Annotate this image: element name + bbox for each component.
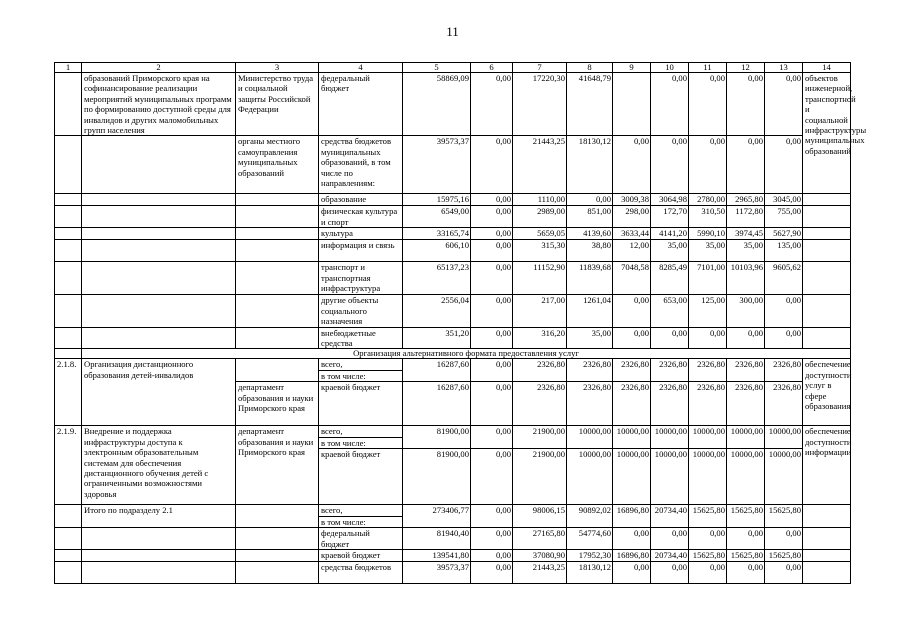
col-header: 2: [82, 63, 236, 73]
result-cell: обеспечение доступности услуг в сфере образования: [803, 359, 851, 426]
row-number-cell: [55, 194, 82, 206]
value-cell: 0,00: [765, 528, 803, 550]
funding-source-cell: внебюджетные средства: [319, 327, 403, 349]
executor-cell: Министерство труда и социальной защиты Российской Федерации: [236, 73, 319, 136]
value-cell: 851,00: [567, 206, 613, 228]
value-cell: 10000,00: [689, 426, 727, 449]
executor-cell: [236, 359, 319, 382]
funding-source-cell: образование: [319, 194, 403, 206]
executor-cell: [236, 194, 319, 206]
row-number-cell: [55, 349, 82, 359]
value-cell: 15625,80: [689, 505, 727, 528]
table-row: [55, 228, 851, 240]
col-header: 5: [403, 63, 471, 73]
value-cell: 2326,80: [613, 382, 651, 426]
value-cell: 0,00: [727, 528, 765, 550]
value-cell: 15625,80: [727, 550, 765, 562]
value-cell: 21443,25: [513, 562, 567, 584]
result-cell: [803, 295, 851, 327]
row-number-cell: [55, 295, 82, 327]
value-cell: 0,00: [471, 528, 513, 550]
value-cell: 10000,00: [765, 426, 803, 449]
value-cell: 0,00: [651, 73, 689, 136]
value-cell: 2326,80: [727, 359, 765, 382]
value-cell: 351,20: [403, 327, 471, 349]
row-number-cell: [55, 562, 82, 584]
executor-cell: [236, 550, 319, 562]
executor-cell: [236, 206, 319, 228]
value-cell: 172,70: [651, 206, 689, 228]
value-cell: 12,00: [613, 240, 651, 262]
total-label: [82, 562, 236, 584]
col-header: 3: [236, 63, 319, 73]
row-number-cell: [55, 505, 82, 528]
funding-source-cell: культура: [319, 228, 403, 240]
total-label: [82, 550, 236, 562]
value-cell: 15625,80: [765, 550, 803, 562]
executor-cell: [236, 327, 319, 349]
value-cell: 21900,00: [513, 449, 567, 505]
value-cell: 21443,25: [513, 136, 567, 194]
value-cell: 1261,04: [567, 295, 613, 327]
total-label: [82, 528, 236, 550]
value-cell: 2326,80: [513, 359, 567, 382]
value-cell: 0,00: [471, 382, 513, 426]
col-header: 1: [55, 63, 82, 73]
measure-name-cell: Внедрение и поддержка инфраструктуры доступа к электронным образовательным системам для обеспечения дистанционного обучения детей с ограниченными возможностями здоровья: [82, 426, 236, 505]
value-cell: 2326,80: [689, 359, 727, 382]
value-cell: 298,00: [613, 206, 651, 228]
value-cell: 2326,80: [727, 382, 765, 426]
funding-source-cell: [319, 359, 403, 382]
result-cell: [803, 505, 851, 528]
value-cell: 10000,00: [651, 426, 689, 449]
value-cell: 139541,80: [403, 550, 471, 562]
result-cell: [803, 194, 851, 206]
value-cell: 10000,00: [613, 449, 651, 505]
value-cell: 0,00: [727, 73, 765, 136]
value-cell: 2989,00: [513, 206, 567, 228]
col-header: 11: [689, 63, 727, 73]
result-cell: [803, 562, 851, 584]
row-number-cell: [55, 206, 82, 228]
value-cell: 35,00: [689, 240, 727, 262]
result-cell: [803, 206, 851, 228]
value-cell: 21900,00: [513, 426, 567, 449]
value-cell: 0,00: [689, 562, 727, 584]
result-cell: [803, 528, 851, 550]
value-cell: 0,00: [689, 73, 727, 136]
funding-source-cell: [319, 505, 403, 528]
measure-name-cell: [82, 240, 236, 262]
value-cell: 10000,00: [727, 426, 765, 449]
value-cell: 10000,00: [567, 449, 613, 505]
value-cell: 58869,09: [403, 73, 471, 136]
value-cell: 98006,15: [513, 505, 567, 528]
value-cell: 10000,00: [613, 426, 651, 449]
value-cell: 0,00: [471, 73, 513, 136]
value-cell: 17220,30: [513, 73, 567, 136]
table-row: [55, 240, 851, 262]
result-cell: объектов инженерной, транспортной и социальной инфраструктуры муниципальных образований: [803, 73, 851, 194]
value-cell: 0,00: [689, 327, 727, 349]
value-cell: 81940,40: [403, 528, 471, 550]
value-cell: 0,00: [727, 136, 765, 194]
executor-cell: [236, 505, 319, 528]
value-cell: 315,30: [513, 240, 567, 262]
row-number-cell: 2.1.8.: [55, 359, 82, 426]
col-header: 8: [567, 63, 613, 73]
value-cell: 18130,12: [567, 136, 613, 194]
value-cell: 39573,37: [403, 136, 471, 194]
funding-source-cell: [319, 426, 403, 449]
row-number-cell: [55, 228, 82, 240]
value-cell: 0,00: [613, 136, 651, 194]
row-number-cell: [55, 136, 82, 194]
value-cell: 0,00: [613, 528, 651, 550]
value-cell: 0,00: [567, 194, 613, 206]
funding-including-label: в том числе:: [321, 516, 366, 527]
funding-total-label: всего,: [319, 426, 402, 437]
value-cell: 4141,20: [651, 228, 689, 240]
value-cell: 7048,58: [613, 262, 651, 295]
value-cell: 1172,80: [727, 206, 765, 228]
value-cell: 135,00: [765, 240, 803, 262]
value-cell: 16896,80: [613, 550, 651, 562]
result-cell: [803, 550, 851, 562]
value-cell: 11839,68: [567, 262, 613, 295]
total-row: [55, 505, 851, 528]
value-cell: 0,00: [471, 136, 513, 194]
value-cell: 3974,45: [727, 228, 765, 240]
value-cell: 5627,90: [765, 228, 803, 240]
value-cell: 125,00: [689, 295, 727, 327]
funding-source-cell: краевой бюджет: [319, 550, 403, 562]
value-cell: 10000,00: [689, 449, 727, 505]
value-cell: 3045,00: [765, 194, 803, 206]
table-row: [55, 359, 851, 382]
value-cell: 3009,38: [613, 194, 651, 206]
table-row: [55, 262, 851, 295]
result-cell: [803, 240, 851, 262]
executor-cell: [236, 240, 319, 262]
value-cell: 2326,80: [567, 382, 613, 426]
row-number-cell: [55, 73, 82, 136]
result-cell: [803, 228, 851, 240]
value-cell: 15625,80: [765, 505, 803, 528]
value-cell: 2326,80: [765, 359, 803, 382]
value-cell: 81900,00: [403, 426, 471, 449]
funding-source-cell: федеральный бюджет: [319, 528, 403, 550]
value-cell: 0,00: [471, 359, 513, 382]
value-cell: 10000,00: [727, 449, 765, 505]
table-row: [55, 206, 851, 228]
result-cell: [803, 327, 851, 349]
executor-cell: органы местного самоуправления муниципальных образований: [236, 136, 319, 194]
funding-including-label: в том числе:: [321, 437, 366, 448]
value-cell: 16896,80: [613, 505, 651, 528]
value-cell: 755,00: [765, 206, 803, 228]
value-cell: 90892,02: [567, 505, 613, 528]
row-number-cell: [55, 550, 82, 562]
column-header-row: [55, 63, 851, 73]
row-number-cell: [55, 528, 82, 550]
value-cell: 16287,60: [403, 382, 471, 426]
value-cell: 0,00: [471, 449, 513, 505]
value-cell: 39573,37: [403, 562, 471, 584]
col-header: 12: [727, 63, 765, 73]
executor-cell: [236, 562, 319, 584]
value-cell: 35,00: [727, 240, 765, 262]
value-cell: 2326,80: [513, 382, 567, 426]
col-header: 6: [471, 63, 513, 73]
value-cell: 7101,00: [689, 262, 727, 295]
funding-source-cell: краевой бюджет: [319, 382, 403, 426]
value-cell: 0,00: [651, 562, 689, 584]
value-cell: 273406,77: [403, 505, 471, 528]
budget-table: [54, 62, 867, 584]
value-cell: 0,00: [471, 262, 513, 295]
measure-name-cell: Организация дистанционного образования детей-инвалидов: [82, 359, 236, 426]
value-cell: 37080,90: [513, 550, 567, 562]
value-cell: 0,00: [765, 327, 803, 349]
value-cell: 10000,00: [651, 449, 689, 505]
measure-name-cell: [82, 295, 236, 327]
value-cell: [613, 73, 651, 136]
executor-cell: [236, 228, 319, 240]
value-cell: 0,00: [765, 562, 803, 584]
value-cell: 0,00: [471, 327, 513, 349]
measure-name-cell: образований Приморского края на софинансирование реализации мероприятий муниципальных программ по формированию доступной среды для инвалидов и других маломобильных групп населения: [82, 73, 236, 136]
value-cell: 0,00: [471, 562, 513, 584]
value-cell: 0,00: [651, 136, 689, 194]
value-cell: 316,20: [513, 327, 567, 349]
value-cell: 54774,60: [567, 528, 613, 550]
row-number-cell: [55, 240, 82, 262]
funding-including-label: в том числе:: [321, 370, 366, 381]
funding-source-cell: краевой бюджет: [319, 449, 403, 505]
page-number: 11: [446, 24, 459, 39]
value-cell: 0,00: [651, 327, 689, 349]
funding-source-cell: транспорт и транспортная инфраструктура: [319, 262, 403, 295]
value-cell: 0,00: [471, 295, 513, 327]
executor-cell: [236, 528, 319, 550]
row-number-cell: [55, 262, 82, 295]
value-cell: 8285,49: [651, 262, 689, 295]
table-row: [55, 136, 851, 194]
table-row: [55, 426, 851, 449]
funding-total-label: всего,: [319, 505, 402, 516]
funding-source-cell: средства бюджетов: [319, 562, 403, 584]
funding-source-cell: информация и связь: [319, 240, 403, 262]
value-cell: 0,00: [727, 562, 765, 584]
funding-source-cell: средства бюджетов муниципальных образований, в том числе по направлениям:: [319, 136, 403, 194]
value-cell: 0,00: [765, 295, 803, 327]
table-row: [55, 327, 851, 349]
value-cell: 606,10: [403, 240, 471, 262]
result-cell: [803, 262, 851, 295]
value-cell: 10000,00: [567, 426, 613, 449]
value-cell: 0,00: [471, 194, 513, 206]
value-cell: 0,00: [471, 550, 513, 562]
result-cell: обеспечение доступности информации: [803, 426, 851, 505]
funding-source-cell: федеральный бюджет: [319, 73, 403, 136]
table-row: [55, 295, 851, 327]
value-cell: 0,00: [651, 528, 689, 550]
value-cell: 11152,90: [513, 262, 567, 295]
value-cell: 10000,00: [765, 449, 803, 505]
value-cell: 18130,12: [567, 562, 613, 584]
value-cell: 0,00: [613, 327, 651, 349]
table-row: [55, 194, 851, 206]
funding-source-cell: другие объекты социального назначения: [319, 295, 403, 327]
section-subheader-row: [55, 349, 851, 359]
col-header: 14: [803, 63, 851, 73]
measure-name-cell: [82, 194, 236, 206]
value-cell: 2326,80: [567, 359, 613, 382]
value-cell: 6549,00: [403, 206, 471, 228]
value-cell: 27165,80: [513, 528, 567, 550]
value-cell: 38,80: [567, 240, 613, 262]
value-cell: 15975,16: [403, 194, 471, 206]
value-cell: 3633,44: [613, 228, 651, 240]
value-cell: 2556,04: [403, 295, 471, 327]
measure-name-cell: [82, 228, 236, 240]
value-cell: 5659,05: [513, 228, 567, 240]
value-cell: 300,00: [727, 295, 765, 327]
value-cell: 0,00: [471, 228, 513, 240]
col-header: 10: [651, 63, 689, 73]
executor-cell: [236, 262, 319, 295]
value-cell: 3064,98: [651, 194, 689, 206]
value-cell: 17952,30: [567, 550, 613, 562]
value-cell: 0,00: [613, 295, 651, 327]
funding-source-cell: физическая культура и спорт: [319, 206, 403, 228]
value-cell: 81900,00: [403, 449, 471, 505]
table-row: [55, 73, 851, 136]
value-cell: 5990,10: [689, 228, 727, 240]
total-label: Итого по подразделу 2.1: [82, 505, 236, 528]
value-cell: 20734,40: [651, 505, 689, 528]
value-cell: 16287,60: [403, 359, 471, 382]
value-cell: 20734,40: [651, 550, 689, 562]
value-cell: 41648,79: [567, 73, 613, 136]
value-cell: 2965,80: [727, 194, 765, 206]
value-cell: 0,00: [689, 136, 727, 194]
col-header: 7: [513, 63, 567, 73]
value-cell: 310,50: [689, 206, 727, 228]
value-cell: 35,00: [651, 240, 689, 262]
value-cell: 15625,80: [727, 505, 765, 528]
section-subheader: Организация альтернативного формата предоставления услуг: [82, 349, 851, 359]
col-header: 9: [613, 63, 651, 73]
value-cell: 2780,00: [689, 194, 727, 206]
measure-name-cell: [82, 206, 236, 228]
value-cell: 217,00: [513, 295, 567, 327]
measure-name-cell: [82, 136, 236, 194]
value-cell: 0,00: [765, 73, 803, 136]
value-cell: 0,00: [689, 528, 727, 550]
value-cell: 0,00: [765, 136, 803, 194]
measure-name-cell: [82, 262, 236, 295]
value-cell: 10103,96: [727, 262, 765, 295]
value-cell: 4139,60: [567, 228, 613, 240]
measure-name-cell: [82, 327, 236, 349]
value-cell: 65137,23: [403, 262, 471, 295]
row-number-cell: 2.1.9.: [55, 426, 82, 505]
value-cell: 2326,80: [613, 359, 651, 382]
executor-cell: департамент образования и науки Приморского края: [236, 382, 319, 426]
value-cell: 0,00: [471, 505, 513, 528]
value-cell: 0,00: [471, 426, 513, 449]
col-header: 13: [765, 63, 803, 73]
row-number-cell: [55, 327, 82, 349]
total-row: [55, 562, 851, 584]
funding-total-label: всего,: [319, 359, 402, 370]
value-cell: 0,00: [613, 562, 651, 584]
value-cell: 35,00: [567, 327, 613, 349]
executor-cell: [236, 295, 319, 327]
value-cell: 2326,80: [651, 359, 689, 382]
value-cell: 33165,74: [403, 228, 471, 240]
value-cell: 2326,80: [651, 382, 689, 426]
value-cell: 0,00: [727, 327, 765, 349]
col-header: 4: [319, 63, 403, 73]
value-cell: 2326,80: [765, 382, 803, 426]
value-cell: 9605,62: [765, 262, 803, 295]
value-cell: 0,00: [471, 206, 513, 228]
value-cell: 653,00: [651, 295, 689, 327]
value-cell: 0,00: [471, 240, 513, 262]
total-row: [55, 550, 851, 562]
value-cell: 1110,00: [513, 194, 567, 206]
value-cell: 15625,80: [689, 550, 727, 562]
executor-cell: департамент образования и науки Приморского края: [236, 426, 319, 505]
total-row: [55, 528, 851, 550]
value-cell: 2326,80: [689, 382, 727, 426]
